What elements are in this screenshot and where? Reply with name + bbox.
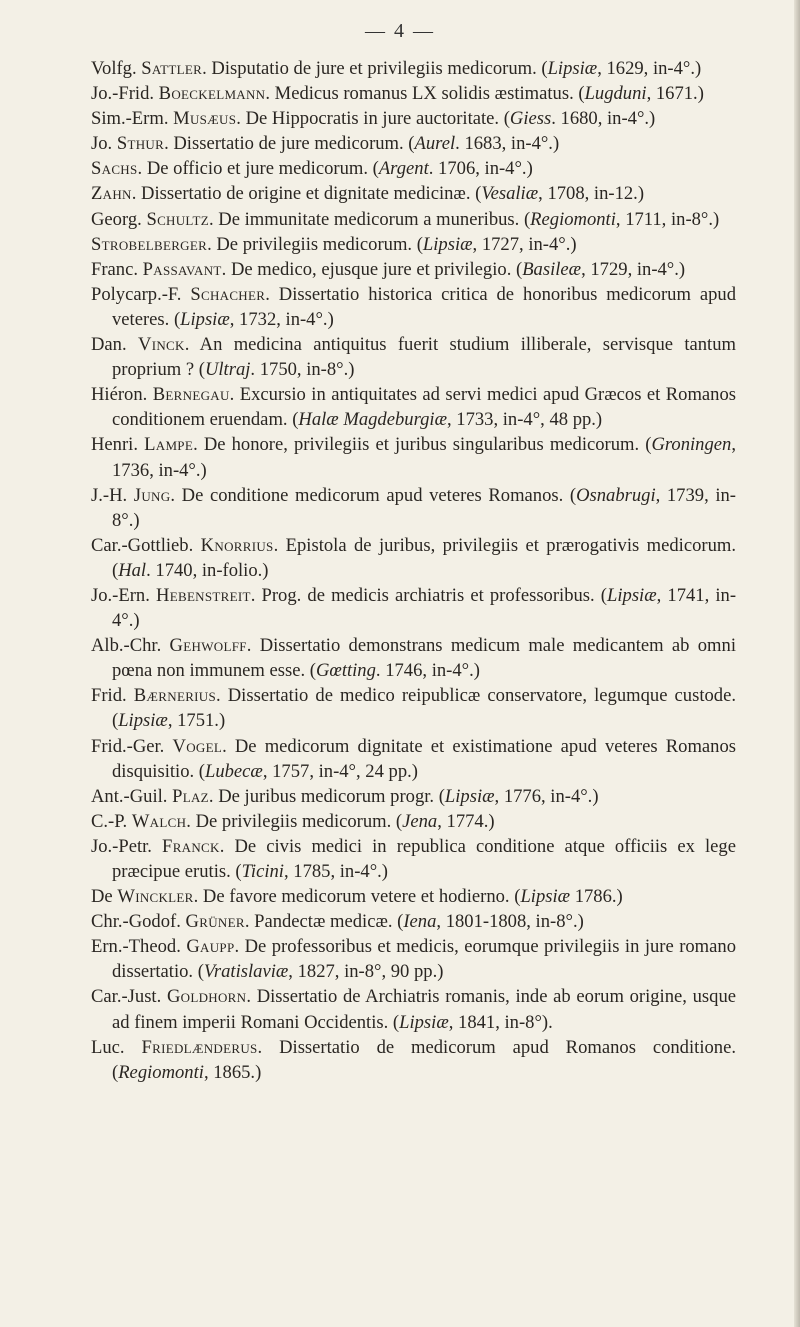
bibliography-entry <box>91 683 736 733</box>
entry-title: . Dissertatio de Archiatris romanis, inde ab eorum origine, usque ad finem imperii Romani Occidentis. ( <box>112 986 736 1033</box>
entry-forename: Frid.-Ger. <box>91 735 173 757</box>
entry-place: Vesaliæ <box>481 183 539 205</box>
entry-title: . Disputatio de jure et privilegiis medicorum. ( <box>202 58 548 79</box>
entry-forename: Jo. <box>91 133 117 155</box>
entry-author: Hebenstreit <box>156 584 251 606</box>
entry-details: , 1736, in-4°.) <box>112 434 736 481</box>
bibliography-entry <box>91 56 736 81</box>
entry-place: Halæ Magdeburgiæ <box>298 409 447 431</box>
entry-details: , 1801-1808, in-8°.) <box>436 911 584 933</box>
entry-forename: Henri. <box>91 434 145 456</box>
bibliography-entry <box>91 909 736 934</box>
entry-author: Franck <box>162 835 220 857</box>
entry-forename: Volfg. <box>91 58 142 79</box>
entry-title: . De medicorum dignitate et existimatione apud veteres Romanos disquisitio. ( <box>112 735 736 782</box>
entry-author: Zahn <box>91 183 132 205</box>
entry-author: Strobelberger <box>91 233 208 255</box>
entry-author: Sthur <box>116 133 165 155</box>
bibliography-entry <box>91 382 736 432</box>
entry-details: , 1785, in-4°.) <box>283 861 388 882</box>
entry-details: . 1706, in-4°.) <box>428 158 533 180</box>
entry-details: . 1746, in-4°.) <box>375 660 480 682</box>
entry-author: Vogel <box>172 735 223 757</box>
entry-details: , 1741, in-4°.) <box>112 584 737 632</box>
entry-place: Lugduni <box>584 83 647 105</box>
entry-forename: Jo.-Frid. <box>91 83 159 105</box>
page-number: — 4 — <box>365 20 435 42</box>
entry-place: Lipsiæ <box>520 886 571 908</box>
entry-forename: De <box>91 886 118 908</box>
bibliography-entry <box>91 282 736 332</box>
entry-author: Winckler <box>117 886 194 908</box>
entry-author: Vinck <box>137 334 185 356</box>
bibliography-entry <box>91 483 736 533</box>
entry-place: Ultraj <box>204 359 251 381</box>
entry-title: . Prog. de medicis archiatris et professoribus. ( <box>250 584 608 606</box>
entry-title: . De Hippocratis in jure auctoritate. ( <box>236 108 510 130</box>
entry-forename: Jo.-Ern. <box>91 584 156 606</box>
entry-author: Sachs <box>91 158 138 180</box>
entry-details: , 1827, in-8°, 90 pp.) <box>288 961 444 983</box>
bibliography-entry <box>91 934 736 984</box>
entry-details: , 1732, in-4°.) <box>229 308 334 330</box>
entry-forename: Polycarp.-F. <box>91 283 191 305</box>
entry-title: . De favore medicorum vetere et hodierno. ( <box>193 886 521 908</box>
entry-author: Bernegau <box>152 384 230 406</box>
entry-forename: Ern.-Theod. <box>91 936 187 958</box>
entry-title: . Medicus romanus LX solidis æstimatus. ( <box>265 83 585 105</box>
entry-details: . 1683, in-4°.) <box>455 133 560 155</box>
bibliography-entry <box>91 181 736 206</box>
entry-forename: Frid. <box>91 685 134 707</box>
entry-forename: Georg. <box>91 208 147 230</box>
bibliography-entry <box>91 106 736 131</box>
bibliography-entry <box>91 984 736 1034</box>
entry-author: Jung <box>133 484 171 506</box>
entry-details: , 1751.) <box>167 710 226 732</box>
entry-forename: Ant.-Guil. <box>91 785 173 807</box>
entry-place: Aurel <box>414 133 456 155</box>
entry-forename: Jo.-Petr. <box>91 835 163 857</box>
entry-author: Lampe <box>144 434 194 456</box>
entry-place: Jena <box>402 810 438 832</box>
entry-author: Musæus <box>173 108 237 130</box>
bibliography-entry <box>91 533 736 583</box>
entry-author: Schultz <box>146 208 209 230</box>
entry-place: Groningen <box>651 434 732 456</box>
entry-place: Lubecæ <box>204 760 263 782</box>
bibliography-list <box>91 56 736 1085</box>
entry-place: Gœtting <box>315 660 376 682</box>
entry-author: Bærnerius <box>133 685 217 707</box>
entry-details: , 1729, in-4°.) <box>581 258 686 280</box>
entry-details: . 1750, in-8°.) <box>250 359 355 381</box>
entry-forename: Sim.-Erm. <box>91 108 174 130</box>
entry-title: . An medicina antiquitus fuerit studium illiberale, servisque tantum proprium ? ( <box>112 334 736 381</box>
entry-title: . Dissertatio de jure medicorum. ( <box>164 133 415 155</box>
entry-forename: Chr.-Godof. <box>91 911 186 933</box>
entry-forename: Car.-Just. <box>91 986 167 1008</box>
entry-place: Lipsiæ <box>422 233 473 255</box>
entry-details: . 1740, in-folio.) <box>146 559 269 581</box>
entry-details: , 1671.) <box>646 83 704 105</box>
entry-title: . Dissertatio de origine et dignitate medicinæ. ( <box>131 183 482 205</box>
entry-forename: Hiéron. <box>91 384 153 406</box>
entry-place: Lipsiæ <box>180 308 230 330</box>
entry-details: , 1727, in-4°.) <box>472 233 577 255</box>
entry-author: Goldhorn <box>166 986 247 1008</box>
entry-author: Plaz <box>172 785 209 807</box>
entry-author: Knorrius <box>200 534 274 556</box>
entry-details: , 1865.) <box>203 1061 262 1083</box>
entry-title: . De medico, ejusque jure et privilegio. ( <box>221 258 523 280</box>
bibliography-entry <box>91 332 736 382</box>
bibliography-entry <box>91 81 736 106</box>
entry-title: . De civis medici in republica conditione atque officiis ex lege præcipue erutis. ( <box>112 835 736 882</box>
bibliography-entry <box>91 633 736 683</box>
bibliography-entry <box>91 1035 736 1085</box>
entry-forename: Dan. <box>91 334 138 356</box>
entry-author: Friedlænderus <box>141 1036 258 1058</box>
bibliography-entry <box>91 583 736 633</box>
page-edge <box>794 0 800 1327</box>
entry-title: . De immunitate medicorum a muneribus. ( <box>208 208 531 230</box>
entry-author: Boeckelmann <box>158 83 266 105</box>
entry-details: , 1711, in-8°.) <box>615 208 720 230</box>
entry-title: . De privilegiis medicorum. ( <box>186 810 403 832</box>
entry-details: , 1739, in-8°.) <box>112 484 736 531</box>
entry-author: Sattler <box>141 58 203 79</box>
entry-place: Ticini <box>241 861 284 882</box>
bibliography-entry <box>91 232 736 257</box>
entry-author: Gehwolff <box>169 635 247 657</box>
bibliography-entry <box>91 131 736 156</box>
entry-title: . Epistola de juribus, privilegiis et prærogativis medicorum. ( <box>112 534 736 581</box>
entry-place: Basileæ <box>522 258 582 280</box>
entry-author: Grüner <box>185 911 245 933</box>
entry-details: , 1629, in-4°.) <box>597 58 702 79</box>
entry-title: . Pandectæ medicæ. ( <box>244 911 404 933</box>
entry-place: Lipsiæ <box>547 58 598 79</box>
entry-place: Regiomonti <box>530 208 616 230</box>
bibliography-entry <box>91 884 736 909</box>
entry-details: , 1774.) <box>437 810 495 832</box>
bibliography-entry <box>91 784 736 809</box>
entry-title: . De officio et jure medicorum. ( <box>137 158 379 180</box>
entry-place: Lipsiæ <box>399 1011 449 1033</box>
entry-forename: Luc. <box>91 1036 142 1058</box>
entry-title: . De juribus medicorum progr. ( <box>208 785 445 807</box>
bibliography-entry <box>91 207 736 232</box>
entry-details: , 1708, in-12.) <box>538 183 645 205</box>
entry-title: . Dissertatio de medico reipublicæ conservatore, legumque custode. ( <box>112 685 736 732</box>
bibliography-entry <box>91 257 736 282</box>
entry-place: Osnabrugi <box>576 484 656 506</box>
entry-place: Vratislaviæ <box>203 961 289 983</box>
entry-title: . De conditione medicorum apud veteres Romanos. ( <box>170 484 577 506</box>
entry-place: Lipsiæ <box>607 584 657 606</box>
entry-forename: Car.-Gottlieb. <box>91 534 201 556</box>
entry-forename: Alb.-Chr. <box>91 635 170 657</box>
entry-details: , 1733, in-4°, 48 pp.) <box>446 409 603 431</box>
bibliography-entry <box>91 156 736 181</box>
bibliography-entry <box>91 834 736 884</box>
bibliography-entry <box>91 809 736 834</box>
entry-details: , 1776, in-4°.) <box>494 785 599 807</box>
bibliography-entry <box>91 734 736 784</box>
bibliography-entry <box>91 432 736 482</box>
entry-details: , 1757, in-4°, 24 pp.) <box>262 760 418 782</box>
entry-details: . 1680, in-4°.) <box>551 108 656 130</box>
entry-title: . Excursio in antiquitates ad servi medici apud Græcos et Romanos conditionem eruendam. ( <box>112 384 736 431</box>
entry-place: Regiomonti <box>118 1061 204 1083</box>
entry-details: 1786.) <box>570 886 623 908</box>
entry-forename: J.-H. <box>91 484 134 506</box>
entry-title: . De privilegiis medicorum. ( <box>207 233 423 255</box>
entry-place: Iena <box>403 911 437 933</box>
entry-author: Schacher <box>190 283 266 305</box>
entry-title: . De honore, privilegiis et juribus singularibus medicorum. ( <box>193 434 652 456</box>
entry-author: Walch <box>131 810 187 832</box>
entry-place: Lipsiæ <box>118 710 168 732</box>
entry-author: Gaupp <box>186 936 235 958</box>
entry-details: , 1841, in-8°). <box>448 1011 553 1033</box>
entry-title: . Dissertatio demonstrans medicum male medicantem ab omni pœna non immunem esse. ( <box>112 635 736 682</box>
entry-place: Giess <box>509 108 552 130</box>
entry-title: . Dissertatio de medicorum apud Romanos conditione. ( <box>112 1036 736 1083</box>
entry-title: . Dissertatio historica critica de honoribus medicorum apud veteres. ( <box>112 283 736 330</box>
entry-title: . De professoribus et medicis, eorumque privilegiis in jure romano dissertatio. ( <box>112 936 736 983</box>
entry-place: Argent <box>378 158 429 180</box>
entry-forename: Franc. <box>91 258 143 280</box>
entry-place: Hal <box>118 559 147 581</box>
entry-author: Passavant <box>142 258 222 280</box>
entry-forename: C.-P. <box>91 810 132 832</box>
entry-place: Lipsiæ <box>444 785 495 807</box>
